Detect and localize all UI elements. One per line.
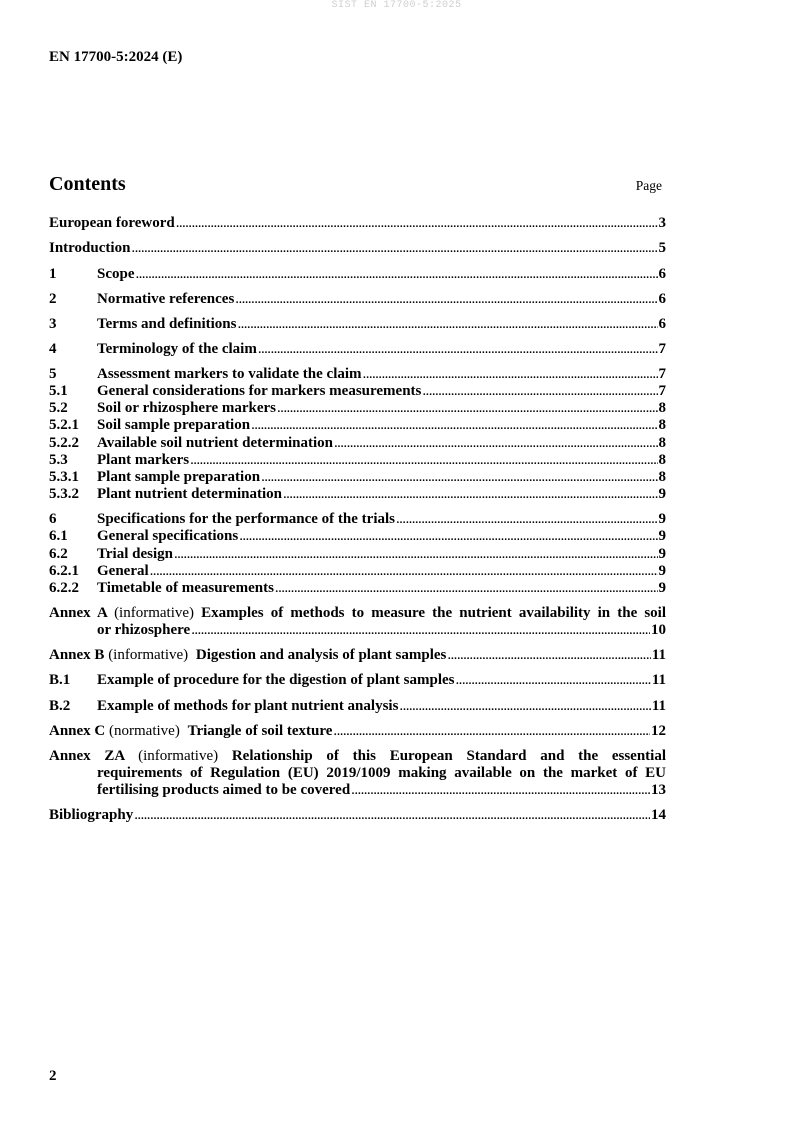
toc-number: 5.2.2 [49,434,79,451]
toc-title: Relationship of this European Standard and the essential [231,747,666,764]
toc-title: fertilising products aimed to be covered [97,782,351,799]
toc-entry-soil-nutrient-determination[interactable] [49,435,666,452]
toc-page-number: 7 [658,365,666,382]
dot-leader [239,528,657,545]
toc-number: 1 [49,265,57,282]
annex-designation: (informative) [108,647,189,664]
dot-leader [363,366,658,383]
dot-leader [456,672,651,689]
toc-number: 4 [49,340,57,357]
toc-group [49,672,666,689]
dot-leader [261,469,657,486]
toc-title: General specifications [97,528,239,545]
toc-page-number: 10 [651,622,666,639]
toc-page-number: 8 [658,417,666,434]
toc-group [49,366,666,504]
toc-page-number: 7 [658,340,666,357]
dot-leader [136,266,658,283]
toc-title: Normative references [97,290,235,307]
page-column-label: Page [635,178,662,193]
dot-leader [334,435,658,452]
toc-entry-annex-b[interactable] [49,647,666,664]
toc-entry-general-specifications[interactable] [49,528,666,545]
dot-leader [235,291,657,308]
toc-title: Specifications for the performance of the trials [97,511,395,528]
toc-title-line [49,765,666,782]
toc-title: Example of procedure for the digestion of plant samples [97,672,455,689]
toc-group [49,807,666,824]
toc-page-number: 11 [651,672,666,689]
toc-group [49,266,666,283]
annex-designation: (informative) [114,605,195,622]
toc-entry-soil-sample-preparation[interactable] [49,417,666,434]
toc-entry-annex-za[interactable] [49,748,666,800]
toc-entry-annex-a[interactable] [49,605,666,639]
dot-leader [275,580,658,597]
toc-number: 5.3.1 [49,468,79,485]
toc-number: 5.1 [49,383,68,400]
page-title: Contents [49,173,126,195]
toc-entry-terms-and-definitions[interactable] [49,316,666,333]
toc-page-number: 13 [651,782,666,799]
toc-number: 5.2 [49,400,68,417]
toc-entry-general-considerations[interactable] [49,383,666,400]
toc-number: 5.2.1 [49,417,79,434]
toc-page-number: 9 [658,580,666,596]
dot-leader [251,417,657,434]
dot-leader [351,782,650,799]
toc-page-number: 12 [651,722,666,739]
toc-page-number: 9 [658,528,666,545]
toc-page-number: 11 [651,697,666,714]
toc-group [49,215,666,232]
watermark: SIST EN 17700-5:2025 [331,0,462,11]
toc-title: requirements of Regulation (EU) 2019/1009 making available on the market of EU [97,764,666,781]
toc-entry-b2[interactable] [49,698,666,715]
toc-page-number: 9 [658,486,666,503]
toc-group [49,316,666,333]
toc-title: Scope [97,265,135,282]
toc-number: B.1 [49,672,71,689]
toc-page-number: 14 [651,807,666,824]
toc-entry-trial-design[interactable] [49,546,666,563]
dot-leader [190,452,657,469]
dot-leader [447,647,650,664]
toc-title: Timetable of measurements [97,580,274,596]
toc-page-number: 3 [658,215,666,232]
dot-leader [258,341,658,358]
dot-leader [396,511,658,528]
toc-page-number: 6 [658,265,666,282]
toc-title: Example of methods for plant nutrient analysis [97,697,399,714]
toc-number: 6.2.1 [49,562,79,579]
dot-leader [399,698,650,715]
dot-leader [422,383,657,400]
toc-group [49,511,666,597]
toc-page-number: 8 [658,468,666,485]
toc-group [49,723,666,740]
toc-page-number: 7 [658,383,666,400]
toc-title: Soil sample preparation [97,417,251,434]
annex-label: Annex A [49,605,107,622]
toc-page-number: 6 [658,290,666,307]
toc-title: Terms and definitions [97,315,237,332]
dot-leader [174,546,658,563]
toc-entry-european-foreword[interactable] [49,215,666,232]
toc-title-line [49,622,666,639]
toc-title: Trial design [97,545,173,562]
dot-leader [237,316,657,333]
toc-number: 5.3 [49,451,68,468]
toc-group [49,698,666,715]
table-of-contents [49,215,666,824]
toc-title: Plant markers [97,451,190,468]
footer-page-number: 2 [49,1068,57,1084]
toc-entry-assessment-markers[interactable] [49,366,666,383]
toc-group [49,291,666,308]
document-identifier: EN 17700-5:2024 (E) [49,49,183,65]
toc-title: Plant nutrient determination [97,486,282,503]
toc-page-number: 8 [658,400,666,417]
dot-leader [176,215,658,232]
toc-group [49,647,666,664]
toc-number: 3 [49,315,57,332]
toc-title-line [49,605,666,622]
toc-page-number: 6 [658,315,666,332]
toc-entry-introduction[interactable] [49,240,666,257]
toc-number: 5.3.2 [49,486,79,503]
toc-title: Available soil nutrient determination [97,434,333,451]
dot-leader [131,240,657,257]
toc-title-wrapper [49,723,332,740]
toc-title: Examples of methods to measure the nutrient availability in the soil [201,605,666,622]
dot-leader [134,807,650,824]
toc-group [49,341,666,358]
toc-entry-bibliography[interactable] [49,807,666,824]
dot-leader [191,622,650,639]
toc-entry-specifications-trials[interactable] [49,511,666,528]
annex-label: Annex ZA [49,747,125,764]
toc-entry-plant-sample-preparation[interactable] [49,469,666,486]
dot-leader [150,563,658,580]
toc-page-number: 5 [658,240,666,257]
toc-entry-normative-references[interactable] [49,291,666,308]
toc-title-wrapper [49,647,446,664]
toc-entry-scope[interactable] [49,266,666,283]
toc-page-number: 9 [658,562,666,579]
toc-title: General [97,562,149,579]
toc-title: Introduction [49,240,131,257]
toc-entry-annex-c[interactable] [49,723,666,740]
toc-page-number: 8 [658,434,666,451]
annex-label: Annex C [49,722,106,739]
annex-designation: (normative) [109,722,180,739]
toc-number: 6.2 [49,545,68,562]
toc-entry-terminology-of-the-claim[interactable] [49,341,666,358]
toc-title: Terminology of the claim [97,340,257,357]
toc-title: Plant sample preparation [97,468,261,485]
toc-entry-b1[interactable] [49,672,666,689]
toc-title: Assessment markers to validate the claim [97,365,362,382]
toc-entry-plant-nutrient-determination[interactable] [49,486,666,503]
toc-number: 6.2.2 [49,580,79,596]
annex-designation: (informative) [138,747,219,764]
toc-page-number: 8 [658,451,666,468]
toc-title: or rhizosphere [97,622,191,639]
toc-entry-plant-markers[interactable] [49,452,666,469]
toc-group [49,240,666,257]
dot-leader [333,723,650,740]
toc-title: European foreword [49,215,175,232]
toc-entry-timetable-of-measurements[interactable] [49,580,666,597]
toc-entry-soil-markers[interactable] [49,400,666,417]
toc-title: Digestion and analysis of plant samples [195,647,447,664]
toc-number: 6.1 [49,528,68,545]
toc-page-number: 9 [658,511,666,528]
toc-title: Triangle of soil texture [187,722,333,739]
toc-number: B.2 [49,697,71,714]
dot-leader [283,486,658,503]
toc-title: General considerations for markers measurements [97,383,422,400]
toc-title-line [49,748,666,765]
toc-page-number: 11 [651,647,666,664]
dot-leader [277,400,657,417]
toc-title: Bibliography [49,807,134,824]
toc-entry-general[interactable] [49,563,666,580]
toc-number: 6 [49,511,57,528]
toc-page-number: 9 [658,545,666,562]
toc-number: 5 [49,365,57,382]
toc-title: Soil or rhizosphere markers [97,400,277,417]
toc-number: 2 [49,290,57,307]
annex-label: Annex B [49,647,105,664]
toc-title-line [49,782,666,799]
